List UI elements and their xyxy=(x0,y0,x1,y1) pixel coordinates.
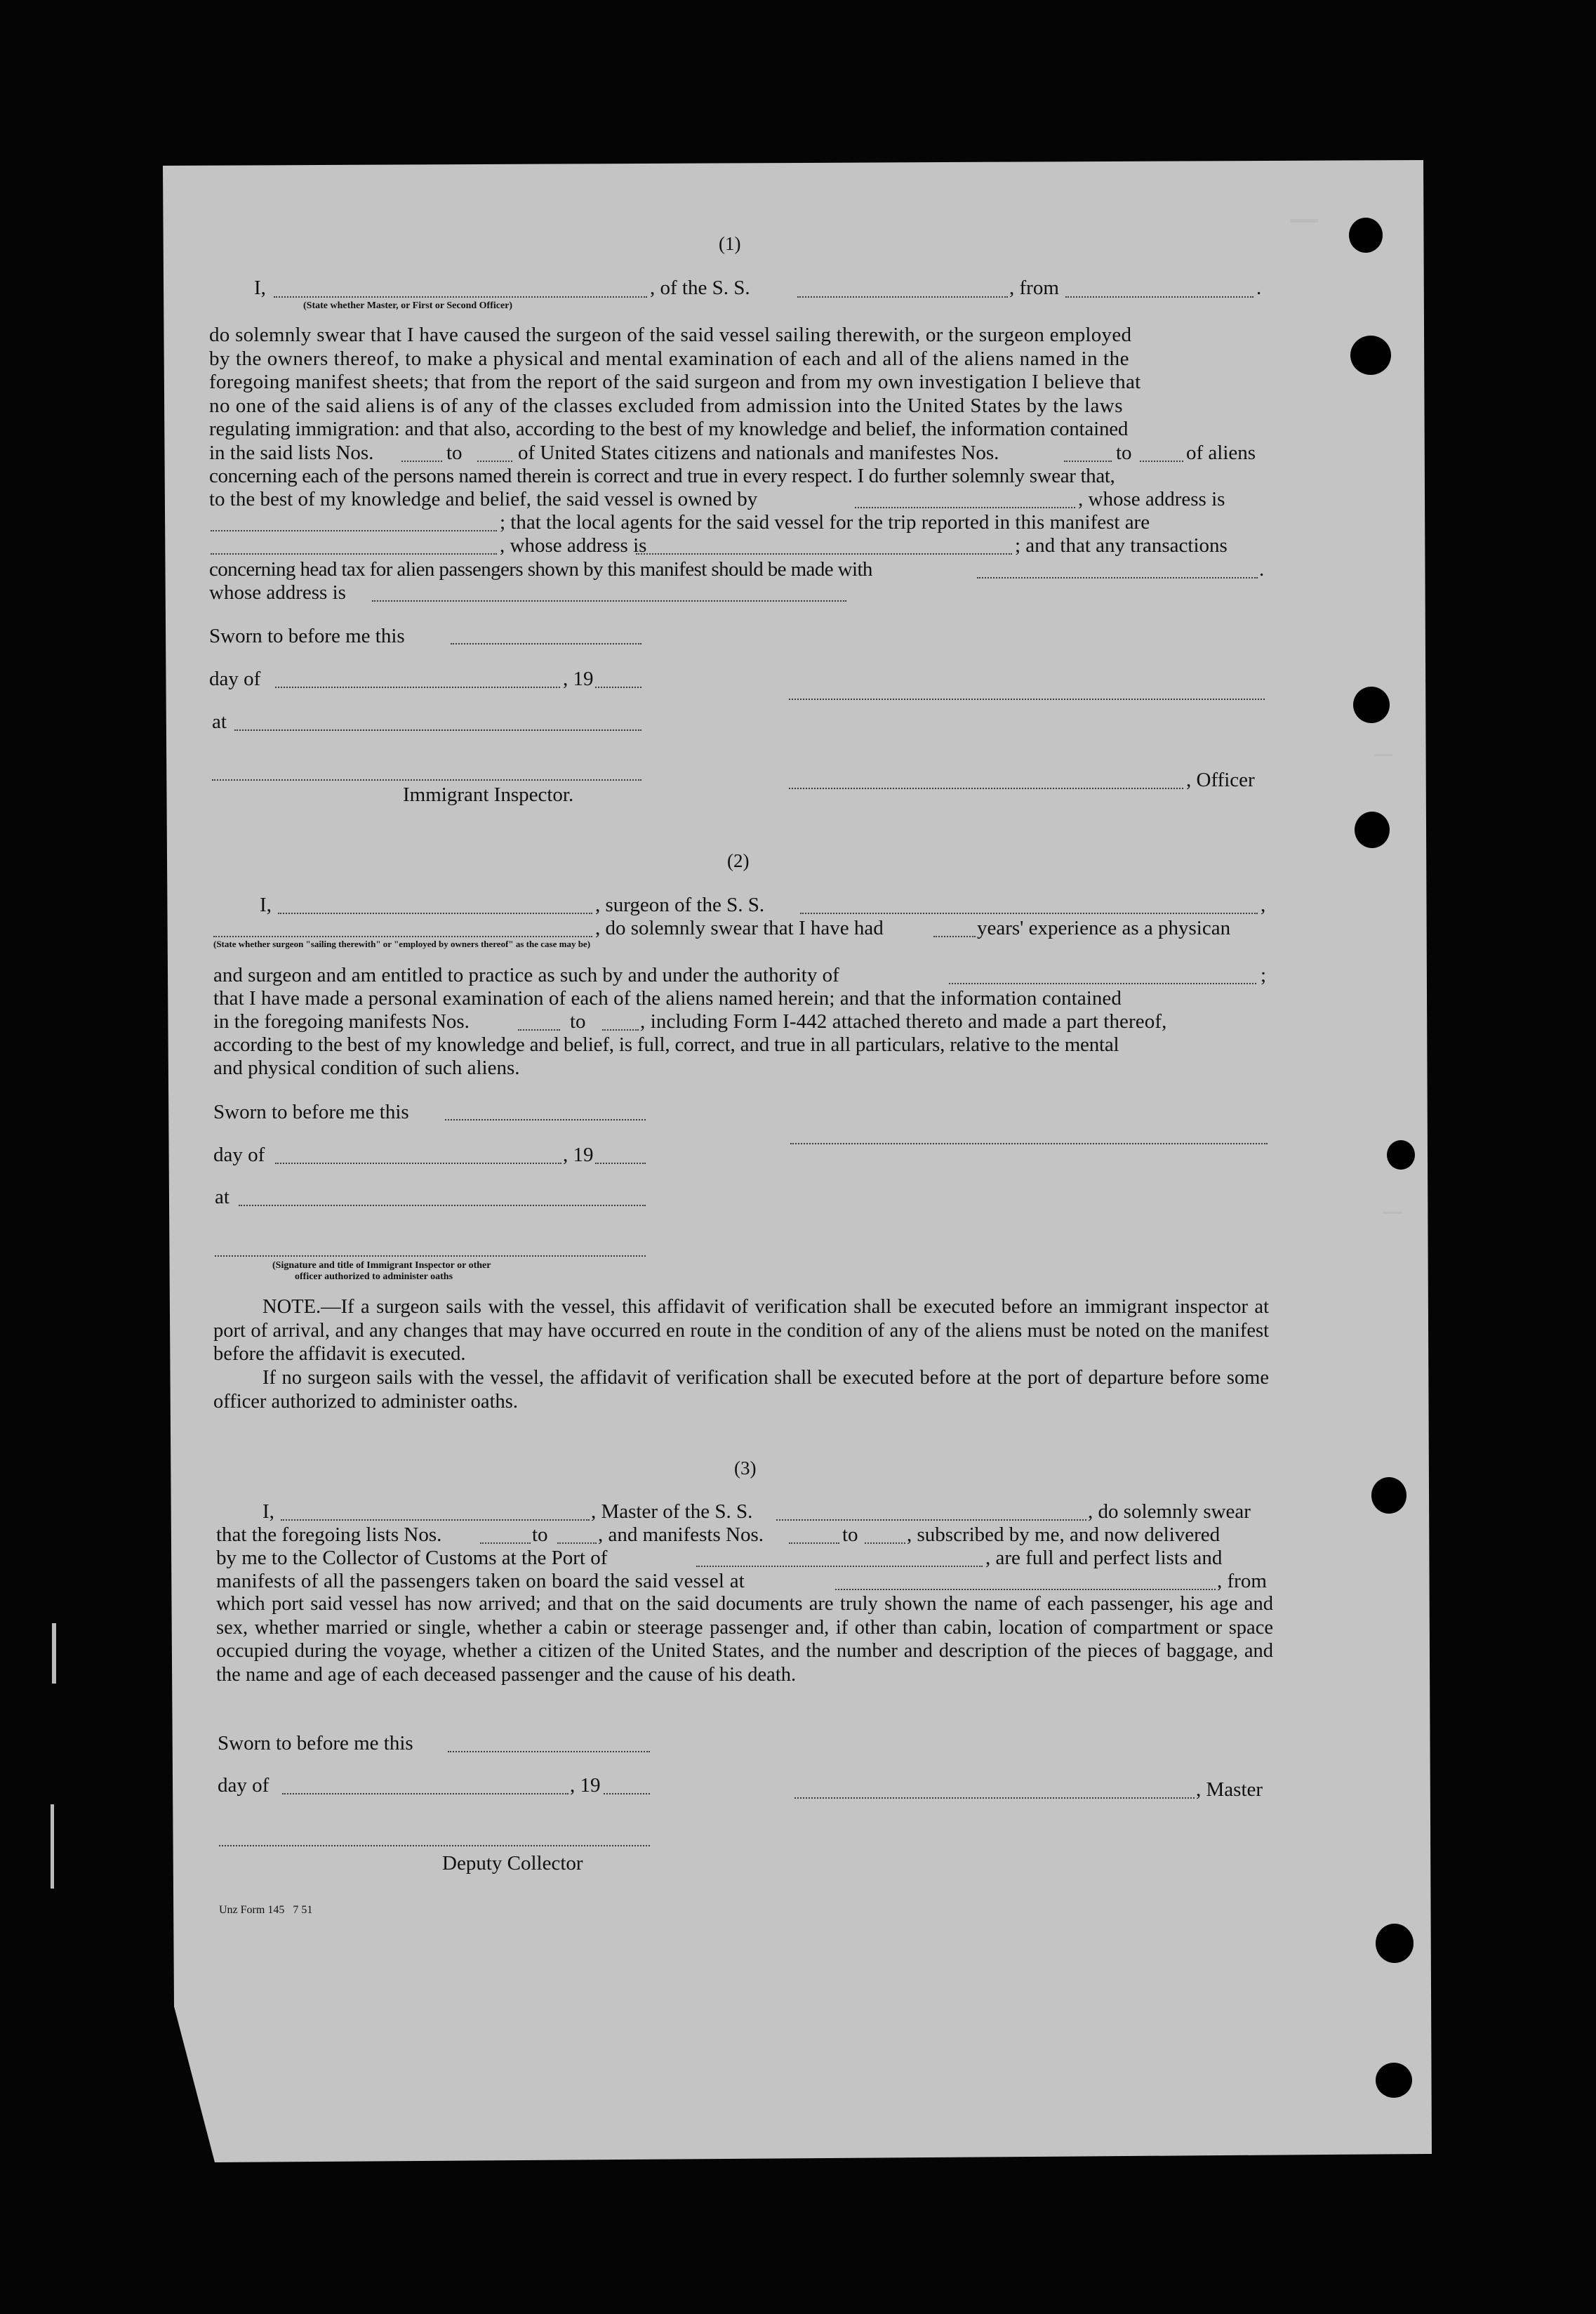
s2-sig-caption: officer authorized to administer oaths xyxy=(295,1271,453,1282)
punch-hole xyxy=(1350,336,1391,375)
s2-note-text: If no surgeon sails with the vessel, the affidavit of verification shall be executed before at the port of departure before some officer authorized to administer oaths. xyxy=(213,1367,1269,1413)
s2-capacity-field[interactable] xyxy=(213,936,592,937)
s2-at-field[interactable] xyxy=(239,1205,646,1206)
form-id: Unz Form 145 7 51 xyxy=(219,1904,313,1916)
s3-master-ss-label: , Master of the S. S. xyxy=(591,1500,753,1523)
s1-citizens-label: of United States citizens and nationals and manifestes Nos. xyxy=(518,442,999,464)
s3-body-text: which port said vessel has now arrived; and that on the said documents are truly shown the name of each passenger, his age and sex, whether married or single, whether a cabin or steerage passenger and, if other than cabin, location of compartment or space occupied during the voyage, whether a citizen of the United States, and the number and description of the pieces of baggage, and the name and age of each deceased passenger and the cause of his death. xyxy=(216,1593,1273,1686)
s2-year-label: , 19 xyxy=(563,1144,594,1166)
s2-form-label: , including Form I-442 attached thereto and made a part thereof, xyxy=(640,1010,1167,1033)
s2-manifests-label: in the foregoing manifests Nos. xyxy=(213,1010,470,1033)
s3-lists-from-field[interactable] xyxy=(480,1542,531,1544)
s1-manifests-from-field[interactable] xyxy=(1064,461,1112,462)
punch-hole xyxy=(1376,2063,1412,2098)
s1-transactions-label: ; and that any transactions xyxy=(1015,534,1228,557)
s1-of-aliens-label: of aliens xyxy=(1186,442,1256,464)
s2-semicolon: ; xyxy=(1261,964,1267,986)
s1-whose-address-label: whose address is xyxy=(209,581,346,604)
s1-headtax-field[interactable] xyxy=(977,577,1258,578)
s1-day-of-label: day of xyxy=(209,668,261,690)
s1-lists-label: in the said lists Nos. xyxy=(209,442,374,464)
scan-mark xyxy=(52,1623,56,1684)
punch-hole xyxy=(1355,812,1390,848)
s3-manifests-to-field[interactable] xyxy=(865,1542,905,1544)
s1-headtax-address-field[interactable] xyxy=(372,600,846,602)
s2-body-line: and physical condition of such aliens. xyxy=(213,1057,520,1079)
s1-body-line: foregoing manifest sheets; that from the report of the said surgeon and from my own investigation I believe that xyxy=(209,371,1141,393)
s1-owner-field[interactable] xyxy=(855,507,1075,508)
scan-mark xyxy=(1290,219,1318,223)
s1-year-label: , 19 xyxy=(563,668,594,690)
s3-collector-signature-line[interactable] xyxy=(219,1845,650,1846)
s1-year-field[interactable] xyxy=(595,687,641,688)
s3-collector-label: Deputy Collector xyxy=(442,1852,583,1875)
s3-master-signature-line[interactable] xyxy=(794,1797,1195,1799)
scan-mark xyxy=(51,1804,54,1889)
s3-day-field[interactable] xyxy=(282,1793,568,1794)
s3-lists-to-field[interactable] xyxy=(557,1542,597,1544)
s2-vessel-field[interactable] xyxy=(800,913,1258,914)
scan-mark xyxy=(1383,1212,1402,1214)
s3-sworn-field[interactable] xyxy=(448,1751,650,1752)
s2-manifests-to-field[interactable] xyxy=(602,1029,639,1031)
s2-year-field[interactable] xyxy=(595,1163,646,1164)
s3-lists-label: that the foregoing lists Nos. xyxy=(216,1523,442,1546)
s2-i-label: I, xyxy=(260,894,272,916)
s1-lists-from-field[interactable] xyxy=(401,461,442,462)
s3-manifests-from-field[interactable] xyxy=(789,1542,839,1544)
s2-surgeon-signature-line[interactable] xyxy=(790,1143,1268,1144)
s3-port-at-field[interactable] xyxy=(835,1589,1216,1590)
s1-officer-label: , Officer xyxy=(1186,769,1255,791)
s3-name-field[interactable] xyxy=(281,1519,590,1521)
s1-inspector-label: Immigrant Inspector. xyxy=(403,784,574,806)
punch-hole xyxy=(1353,687,1390,723)
s1-inspector-signature-line[interactable] xyxy=(212,779,641,781)
s1-officer-signature-line[interactable] xyxy=(789,699,1265,700)
scan-mark xyxy=(1374,754,1392,756)
s1-body-line: do solemnly swear that I have caused the surgeon of the said vessel sailing therewith, or the surgeon employed xyxy=(209,324,1132,346)
s1-i-label: I, xyxy=(254,277,266,299)
s1-at-field[interactable] xyxy=(234,729,641,731)
s2-body-line: that I have made a personal examination of each of the aliens named herein; and that the information contained xyxy=(213,987,1122,1010)
s3-to-label-2: to xyxy=(842,1523,858,1546)
s2-inspector-signature-line[interactable] xyxy=(215,1255,646,1257)
s3-body xyxy=(216,1592,1273,1686)
s1-sworn-field[interactable] xyxy=(451,643,641,644)
section-3-heading: (3) xyxy=(734,1457,757,1479)
s3-perfect-label: , are full and perfect lists and xyxy=(985,1547,1223,1569)
s2-note-surgeon xyxy=(213,1295,1269,1366)
punch-hole xyxy=(1387,1140,1415,1170)
s2-sig-caption: (Signature and title of Immigrant Inspector or other xyxy=(272,1260,491,1271)
s3-swear-label: , do solemnly swear xyxy=(1088,1500,1251,1523)
s1-caption: (State whether Master, or First or Second Officer) xyxy=(303,300,513,311)
s2-note-no-surgeon xyxy=(213,1366,1269,1413)
punch-hole xyxy=(1349,218,1383,253)
s1-day-field[interactable] xyxy=(275,687,560,688)
s3-port-label: by me to the Collector of Customs at the Port of xyxy=(216,1547,608,1569)
s2-authority-field[interactable] xyxy=(949,983,1256,984)
s3-to-label: to xyxy=(532,1523,548,1546)
s2-at-label: at xyxy=(215,1186,230,1208)
s2-day-of-label: day of xyxy=(213,1144,265,1166)
s2-note-text: NOTE.—If a surgeon sails with the vessel, this affidavit of verification shall be executed before an immigrant inspector at port of arrival, and any changes that may have occurred en route in the condition of any of the aliens must be noted on the manifest before the affidavit is executed. xyxy=(213,1296,1269,1365)
s3-manifests-label: , and manifests Nos. xyxy=(598,1523,764,1546)
s2-sworn-label: Sworn to before me this xyxy=(213,1101,409,1123)
s2-years-field[interactable] xyxy=(933,936,976,937)
s3-day-of-label: day of xyxy=(218,1774,270,1797)
s3-year-field[interactable] xyxy=(604,1793,650,1794)
s2-name-field[interactable] xyxy=(278,913,592,914)
section-2-heading: (2) xyxy=(727,850,750,871)
s1-from-label: , from xyxy=(1009,277,1059,299)
s2-sworn-field[interactable] xyxy=(445,1119,646,1120)
s3-year-label: , 19 xyxy=(570,1774,601,1797)
s1-body-line: by the owners thereof, to make a physical and mental examination of each and all of the aliens named in the xyxy=(209,348,1130,370)
s2-years-label: years' experience as a physican xyxy=(977,917,1231,939)
s1-agents-label: ; that the local agents for the said vessel for the trip reported in this manifest are xyxy=(500,511,1150,534)
s1-lists-to-field[interactable] xyxy=(477,461,512,462)
s1-sworn-label: Sworn to before me this xyxy=(209,625,405,647)
s2-surgeon-label: , surgeon of the S. S. xyxy=(595,894,765,916)
s1-body-line: concerning each of the persons named therein is correct and true in every respect. I do further solemnly swear that, xyxy=(209,465,1115,487)
punch-hole xyxy=(1371,1477,1407,1514)
s1-agents-address-label: , whose address is xyxy=(500,534,647,557)
s2-comma: , xyxy=(1261,894,1266,916)
s1-owned-label: to the best of my knowledge and belief, the said vessel is owned by xyxy=(209,488,758,510)
s1-at-label: at xyxy=(212,710,227,733)
section-1-heading: (1) xyxy=(719,233,741,254)
s1-headtax-label: concerning head tax for alien passengers shown by this manifest should be made with xyxy=(209,558,872,581)
s1-address-label: , whose address is xyxy=(1078,488,1225,510)
s2-caption: (State whether surgeon "sailing therewith" or "employed by owners thereof" as the case may be) xyxy=(213,939,591,949)
s3-master-label: , Master xyxy=(1196,1778,1263,1801)
s3-sworn-label: Sworn to before me this xyxy=(218,1732,413,1754)
s1-period-2: . xyxy=(1259,558,1265,581)
s2-body-line: according to the best of my knowledge and belief, is full, correct, and true in all particulars, relative to the mental xyxy=(213,1033,1119,1056)
s1-officer-line[interactable] xyxy=(789,788,1183,789)
s3-i-label: I, xyxy=(262,1500,274,1523)
s2-to-label: to xyxy=(570,1010,586,1033)
s1-body-line: regulating immigration: and that also, according to the best of my knowledge and belief, the information contained xyxy=(209,418,1129,440)
s3-port-field[interactable] xyxy=(696,1566,983,1567)
s1-period: . xyxy=(1256,277,1262,299)
s2-authority-label: and surgeon and am entitled to practice as such by and under the authority of xyxy=(213,964,839,986)
s1-of-ss-label: , of the S. S. xyxy=(650,277,750,299)
s3-subscribed-label: , subscribed by me, and now delivered xyxy=(907,1523,1221,1546)
s1-owner-address-field[interactable] xyxy=(211,530,497,531)
s1-agents-address-field[interactable] xyxy=(636,553,1012,555)
s2-manifests-from-field[interactable] xyxy=(518,1029,560,1031)
s3-board-label: manifests of all the passengers taken on board the said vessel at xyxy=(216,1570,745,1592)
s3-vessel-field[interactable] xyxy=(776,1519,1086,1521)
s1-vessel-field[interactable] xyxy=(797,296,1008,298)
s2-day-field[interactable] xyxy=(275,1163,561,1164)
s1-to-label: to xyxy=(446,442,463,464)
s1-manifests-to-field[interactable] xyxy=(1140,461,1183,462)
s1-agents-field[interactable] xyxy=(211,553,497,555)
s1-body-line: no one of the said aliens is of any of the classes excluded from admission into the United States by the laws xyxy=(209,395,1124,417)
punch-hole xyxy=(1376,1924,1414,1963)
s1-name-field[interactable] xyxy=(274,296,647,298)
s3-from-label: , from xyxy=(1217,1570,1267,1592)
s2-swear-label: , do solemnly swear that I have had xyxy=(595,917,884,939)
s1-from-field[interactable] xyxy=(1065,296,1253,298)
s1-to-label-2: to xyxy=(1116,442,1132,464)
